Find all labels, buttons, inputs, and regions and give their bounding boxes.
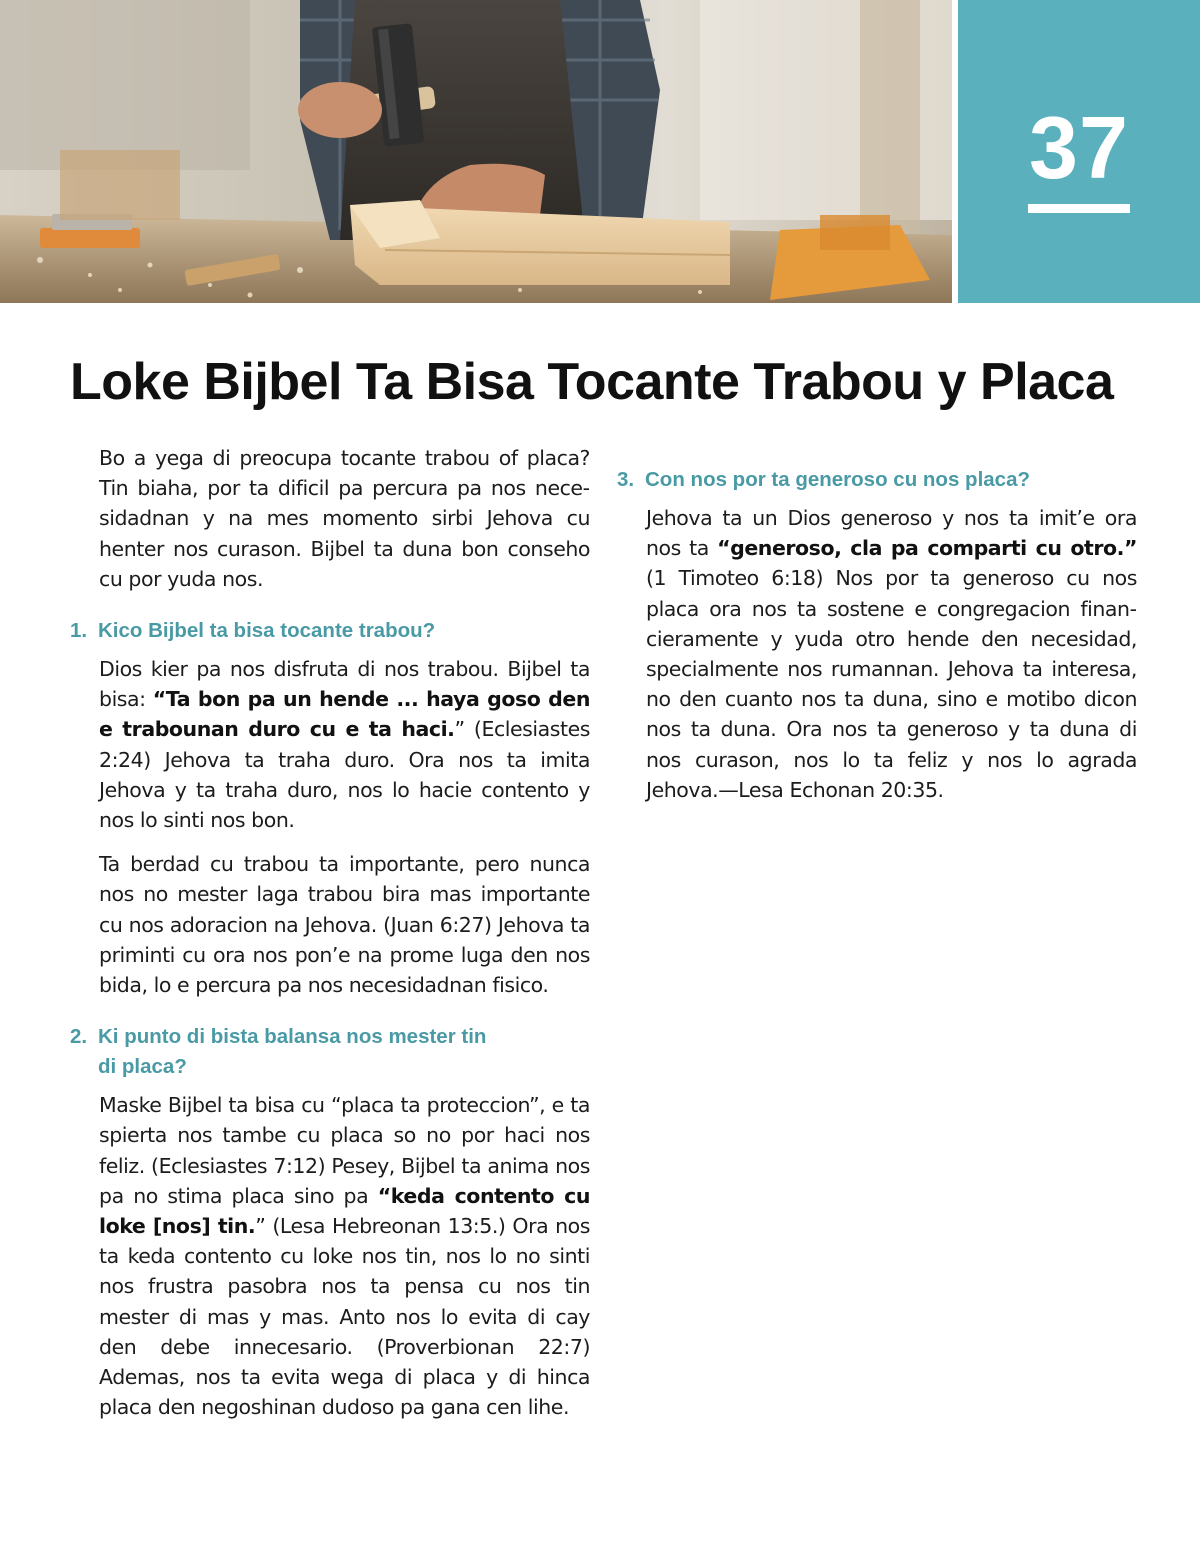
section-2-heading-line-2: di placa?: [98, 1055, 187, 1079]
section-3-heading-text: Con nos por ta generoso cu nos placa?: [645, 468, 1030, 491]
section-3-paragraph-1: [646, 503, 1137, 805]
section-3-number: 3.: [617, 468, 635, 491]
section-2-number: 2.: [70, 1025, 88, 1049]
section-1-p1-text-a: Dios kier pa nos disfruta di nos trabou. Bijbel ta bisa:: [99, 657, 590, 712]
section-1-paragraph-1: [99, 654, 590, 835]
section-3-heading: [617, 465, 1137, 495]
left-column: [70, 443, 590, 1422]
right-column: [617, 443, 1137, 819]
carpenter-hammer-photo: [0, 0, 952, 303]
section-3-p1-text-b: (1 Timoteo 6:18) Nos por ta generoso cu nos placa ora nos ta sostene e congregacion financieramente y yuda otro hende den necesidad, specialmente nos rumannan. Jehova ta interesa, no den cuanto nos ta duna, sino e motibo dicon nos ta duna. Ora nos ta generoso y ta duna di nos curason, nos lo ta feliz y nos lo agrada Jehova.—Lesa Echonan 20:35.: [646, 566, 1137, 802]
chapter-number: 37: [1029, 98, 1129, 197]
section-2-heading-line-1: Ki punto di bista balansa nos mester tin: [98, 1025, 487, 1049]
section-2-heading: [70, 1022, 590, 1082]
section-1-number: 1.: [70, 619, 88, 643]
page-title: Loke Bijbel Ta Bisa Tocante Trabou y Placa: [70, 353, 1114, 411]
section-2-p1-text-b: ” (Lesa Hebreonan 13:5.) Ora nos ta keda contento cu loke nos tin, nos lo no sinti nos frustra pasobra nos ta pensa cu nos tin mester di mas y mas. Anto nos lo evita di cay den debe innecesario. (Proverbionan 22:7) Ademas, nos ta evita wega di placa y di hinca placa den negoshinan dudoso pa gana cen lihe.: [99, 1214, 591, 1420]
section-2-paragraph-1: [99, 1090, 590, 1422]
intro-paragraph: Bo a yega di preocupa tocante trabou of placa? Tin biaha, por ta dificil pa percura pa nos necesidadnan y na mes momento sirbi Jehova cu henter nos curason. Bijbel ta duna bon conseho cu por yuda nos.: [99, 446, 590, 591]
section-3-p1-text-a: Jehova ta un Dios generoso y nos ta imit’e ora nos ta: [646, 506, 1137, 561]
section-2-quote: “keda contento cu loke [nos] tin.: [99, 1183, 590, 1239]
chapter-underline: [1028, 204, 1130, 213]
chapter-badge: [958, 0, 1200, 303]
section-3-quote: “generoso, cla pa comparti cu otro.”: [717, 536, 1137, 561]
section-2-p1-text-a: Maske Bijbel ta bisa cu “placa ta proteccion”, e ta spierta nos tambe cu placa so no por haci nos feliz. (Eclesiastes 7:12) Pesey, Bijbel ta anima nos pa no stima placa sino pa: [99, 1093, 590, 1208]
header-photo: [0, 0, 952, 303]
section-1-p1-text-b: ” (Eclesiastes 2:24) Jehova ta traha duro. Ora nos ta imita Jehova y ta traha duro, nos lo hacie contento y nos lo sinti nos bon.: [99, 717, 590, 833]
section-1-heading-text: Kico Bijbel ta bisa tocante trabou?: [98, 619, 436, 643]
section-1-quote: “Ta bon pa un hende ... haya goso den e trabounan duro cu e ta haci.: [99, 687, 590, 742]
section-1-heading: [70, 616, 590, 646]
section-1-paragraph-2: Ta berdad cu trabou ta importante, pero nunca nos no mester laga trabou bira mas importante cu nos adoracion na Jehova. (Juan 6:27) Jehova ta priminti cu ora nos pon’e na prome luga den nos bida, lo e percura pa nos necesidadnan fisico.: [99, 852, 590, 998]
